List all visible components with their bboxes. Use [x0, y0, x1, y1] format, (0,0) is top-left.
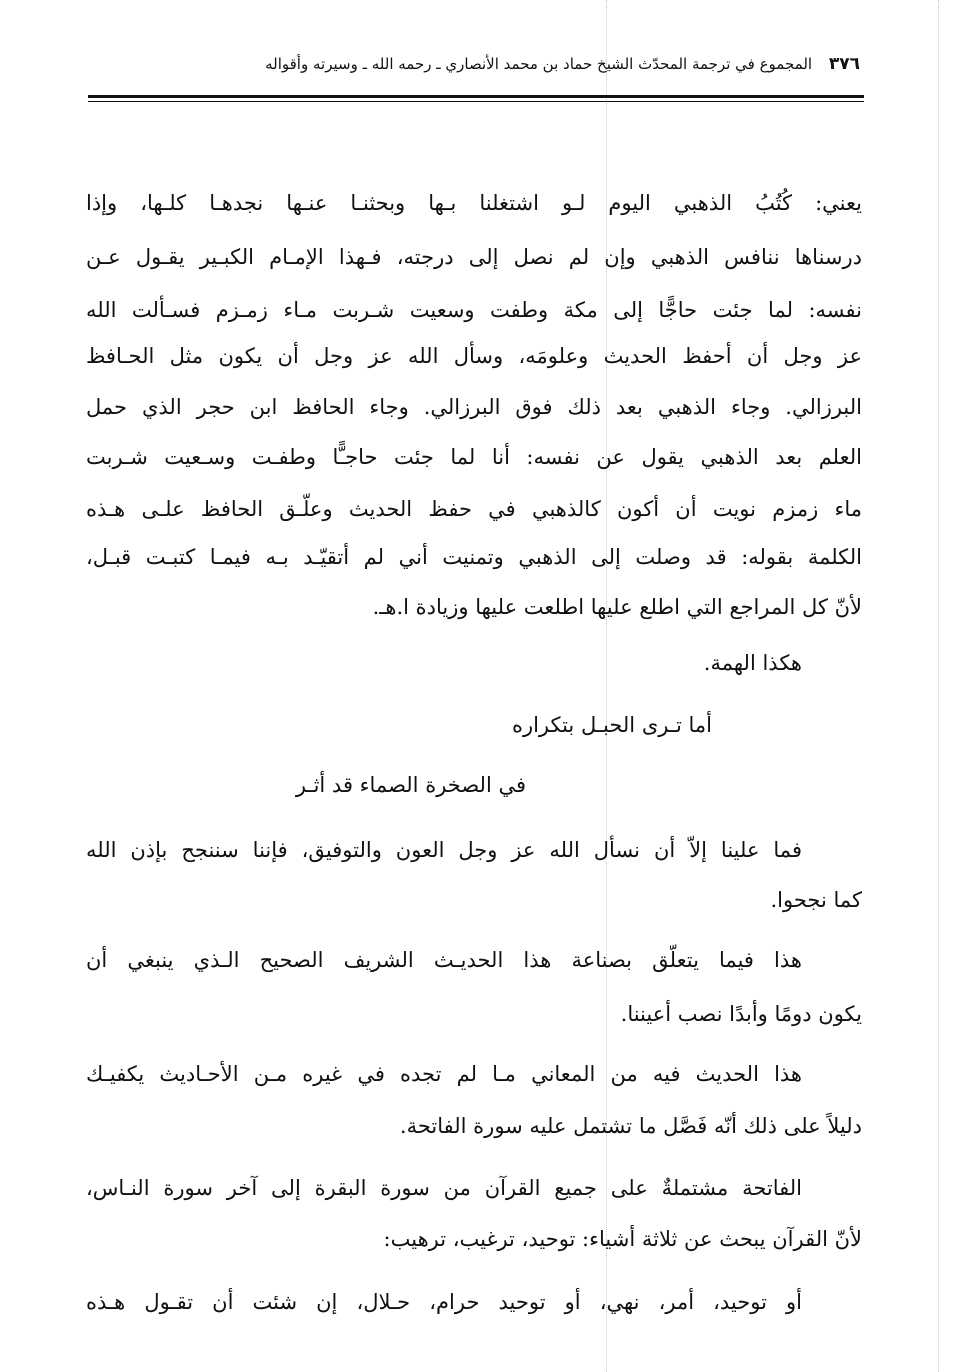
text-line: يكون دومًا وأبدًا نصب أعيننا.	[620, 1002, 862, 1026]
scan-artifact-line	[938, 0, 939, 1372]
text-line: كما نجحوا.	[770, 888, 862, 912]
text-line: نفسه: لما جئت حاجًّا إلى مكة وطفت وسعيت شـربت مـاء زمـزم فسـألت الله	[86, 298, 862, 322]
text-line: البرزالي. وجاء الذهبي بعد ذلك فوق البرزالي. وجاء الحافظ ابن حجر الذي حمل	[86, 395, 862, 419]
text-line: لأنّ كل المراجع التي اطلع عليها اطلعت عليها وزيادة ا.هـ.	[372, 595, 862, 619]
text-line: عز وجل أن أحفظ الحديث وعلومَه، وسأل الله عز وجل أن يكون مثل الحـافظ	[86, 344, 862, 368]
text-line: دليلاً على ذلك أنّه فَصَّل ما تشتمل عليه سورة الفاتحة.	[399, 1114, 862, 1138]
text-line: يعني: كُتُبُ الذهبي اليوم لـو اشتغلنا بـها وبحثنـا عنـها نجدهـا كلـها، وإذا	[86, 191, 862, 215]
text-line: هذا الحديث فيه من المعاني مـا لم تجده في غيره مـن الأحـاديث يكفيـك	[86, 1062, 802, 1086]
header-rule	[88, 101, 864, 102]
header-rule	[88, 95, 864, 98]
page-number: ٣٧٦	[828, 54, 860, 74]
text-line: هذا فيما يتعلّق بصناعة هذا الحديـث الشريف الصحيح الـذي ينبغي أن	[86, 948, 802, 972]
text-line: العلم بعد الذهبي يقول عن نفسه: أنا لما جئت حاجـًّا وطفـت وسـعيت شـربت	[86, 445, 862, 469]
text-line: لأنّ القرآن يبحث عن ثلاثة أشياء: توحيد، ترغيب، ترهيب:	[383, 1227, 862, 1251]
text-line: فما علينا إلاّ أن نسأل الله عز وجل العون والتوفيق، فإننا سننجح بإذن الله	[86, 838, 802, 862]
text-line: هكذا الهمة.	[703, 651, 802, 675]
verse-line: أما تـرى الحبـل بتكراره	[511, 713, 712, 737]
running-header	[180, 48, 860, 80]
text-line: الكلمة بقوله: قد وصلت إلى الذهبي وتمنيت أني لم أتقيّـد بـه فيمـا كتبـت قبـل،	[86, 545, 862, 569]
text-line: الفاتحة مشتملةٌ على جميع القرآن من سورة البقرة إلى آخر سورة النـاس،	[86, 1176, 802, 1200]
text-line: درسناها ننافس الذهبي وإن لم نصل إلى درجته، فـهذا الإمـام الكبـير يقـول عـن	[86, 245, 862, 269]
text-line: ماء زمزم نويت أن أكون كالذهبي في حفظ الحديث وعلّـق الحافظ علـى هـذه	[86, 497, 862, 521]
verse-line: في الصخرة الصماء قد أثـر	[295, 773, 526, 797]
running-title: المجموع في ترجمة المحدّث الشيخ حماد بن محمد الأنصاري ـ رحمه الله ـ وسيرته وأقواله	[265, 55, 813, 73]
text-line: أو توحيد، أمر، نهي، أو توحيد حرام، حـلال، إن شئت أن تقـول هـذه	[86, 1290, 802, 1314]
